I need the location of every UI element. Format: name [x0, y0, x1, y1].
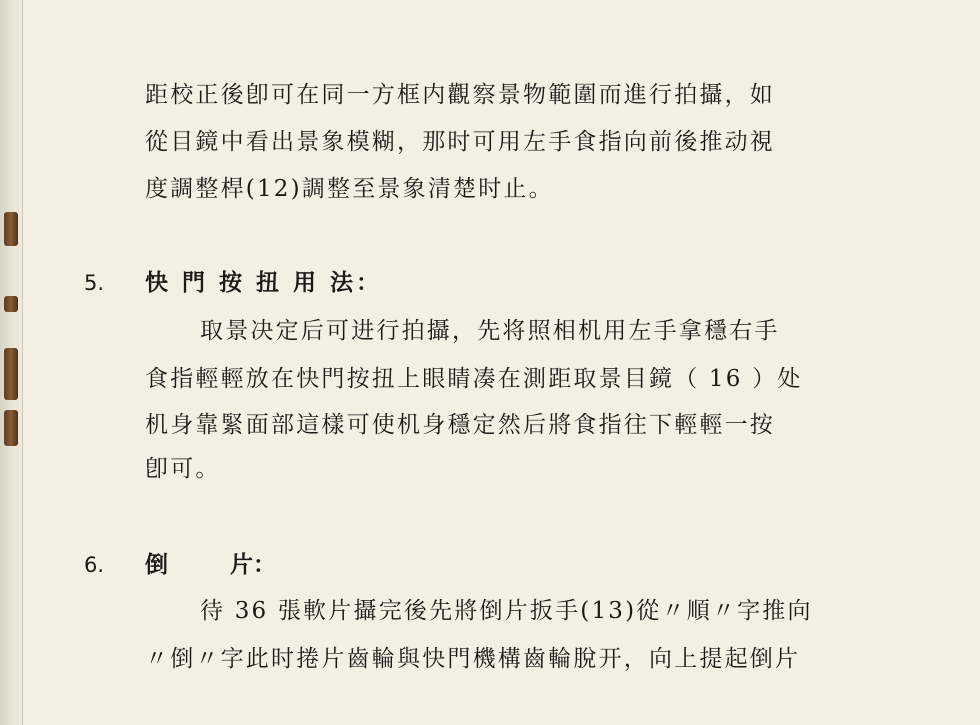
- text-line: 從目鏡中看出景象模糊，那时可用左手食指向前後推动視: [145, 129, 775, 155]
- text-line: 卽可。: [145, 456, 221, 482]
- staple: [4, 296, 18, 312]
- section-title: 倒: [145, 551, 168, 578]
- section-number: 5.: [84, 271, 105, 295]
- binding-edge: [0, 0, 23, 725]
- text-line: 待 36 張軟片攝完後先將倒片扳手(13)從〃順〃字推向: [200, 598, 813, 624]
- text-line: 食指輕輕放在快門按扭上眼睛凑在測距取景目鏡（ 16 ）处: [145, 366, 803, 392]
- section-title: 快 門 按 扭 用 法：: [145, 269, 383, 296]
- text-line: 〃倒〃字此时捲片齒輪與快門機構齒輪脫开，向上提起倒片: [145, 646, 801, 672]
- staple: [4, 410, 18, 446]
- text-line: 度調整桿(12)調整至景象清楚时止。: [145, 176, 554, 202]
- text-line: 距校正後卽可在同一方框内觀察景物範圍而進行拍攝，如: [145, 82, 775, 108]
- staple: [4, 348, 18, 400]
- section-number: 6.: [84, 553, 105, 577]
- text-line: 取景决定后可进行拍攝，先将照相机用左手拿穩右手: [200, 318, 780, 344]
- staple: [4, 212, 18, 246]
- text-line: 机身靠緊面部這樣可使机身穩定然后將食指往下輕輕一按: [145, 412, 775, 438]
- section-title: 片：: [230, 551, 276, 578]
